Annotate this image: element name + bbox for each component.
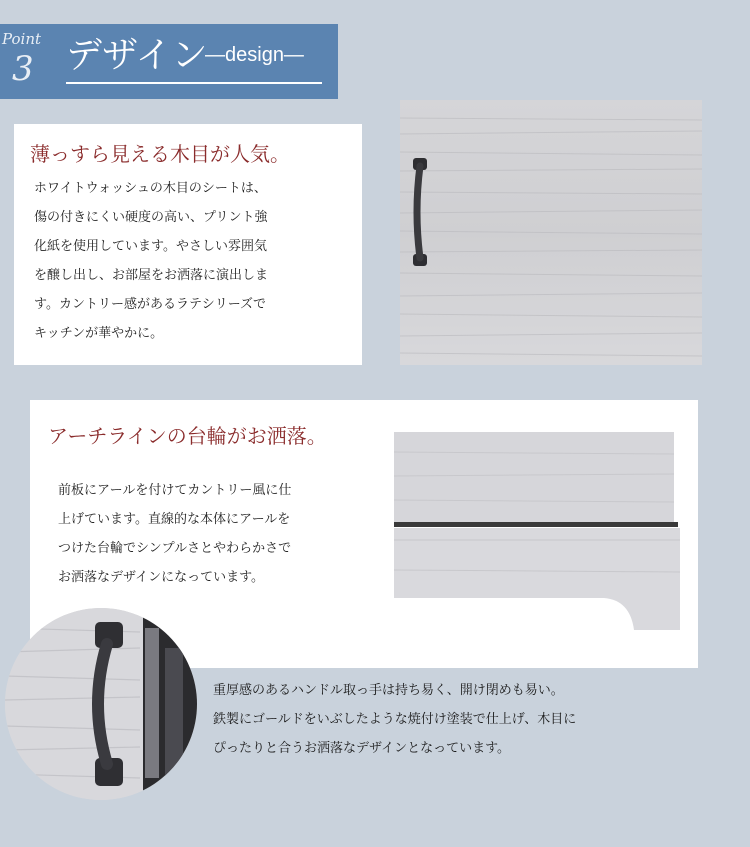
text-line: 上げています。直線的な本体にアールを xyxy=(58,512,291,527)
banner-subtitle: —design— xyxy=(205,44,304,66)
text-line: 傷の付きにくい硬度の高い、プリント強 xyxy=(34,210,268,225)
arch-base-photo xyxy=(392,430,684,635)
text-line: つけた台輪でシンプルさとやわらかさで xyxy=(58,541,292,556)
point-number: 3 xyxy=(12,49,34,89)
arch-base-heading: アーチラインの台輪がお洒落。 xyxy=(48,424,327,448)
wood-grain-card xyxy=(14,124,362,365)
text-line: を醸し出し、お部屋をお洒落に演出しま xyxy=(34,268,269,283)
arch-base-description xyxy=(58,476,291,592)
text-line: ホワイトウォッシュの木目のシートは、 xyxy=(34,181,267,196)
text-line: 前板にアールを付けてカントリー風に仕 xyxy=(58,483,292,498)
text-line: す。カントリー感があるラテシリーズで xyxy=(34,297,267,312)
wood-grain-heading: 薄っすら見える木目が人気。 xyxy=(30,142,290,166)
text-line: 重厚感のあるハンドル取っ手は持ち易く、開け閉めも易い。 xyxy=(213,683,564,698)
door-photo xyxy=(400,100,702,365)
handle-description xyxy=(213,676,576,763)
handle-closeup-photo xyxy=(5,608,197,800)
point-label: Point xyxy=(2,30,42,48)
wood-grain-description xyxy=(34,174,268,348)
text-line: お洒落なデザインになっています。 xyxy=(58,570,265,585)
banner-underline xyxy=(66,82,322,84)
text-line: ぴったりと合うお洒落なデザインとなっています。 xyxy=(213,741,511,756)
text-line: キッチンが華やかに。 xyxy=(34,326,164,341)
banner-title: デザイン xyxy=(66,35,208,76)
section-banner xyxy=(0,24,338,99)
text-line: 鉄製にゴールドをいぶしたような焼付け塗装で仕上げ、木目に xyxy=(213,712,577,727)
text-line: 化紙を使用しています。やさしい雰囲気 xyxy=(34,239,267,254)
